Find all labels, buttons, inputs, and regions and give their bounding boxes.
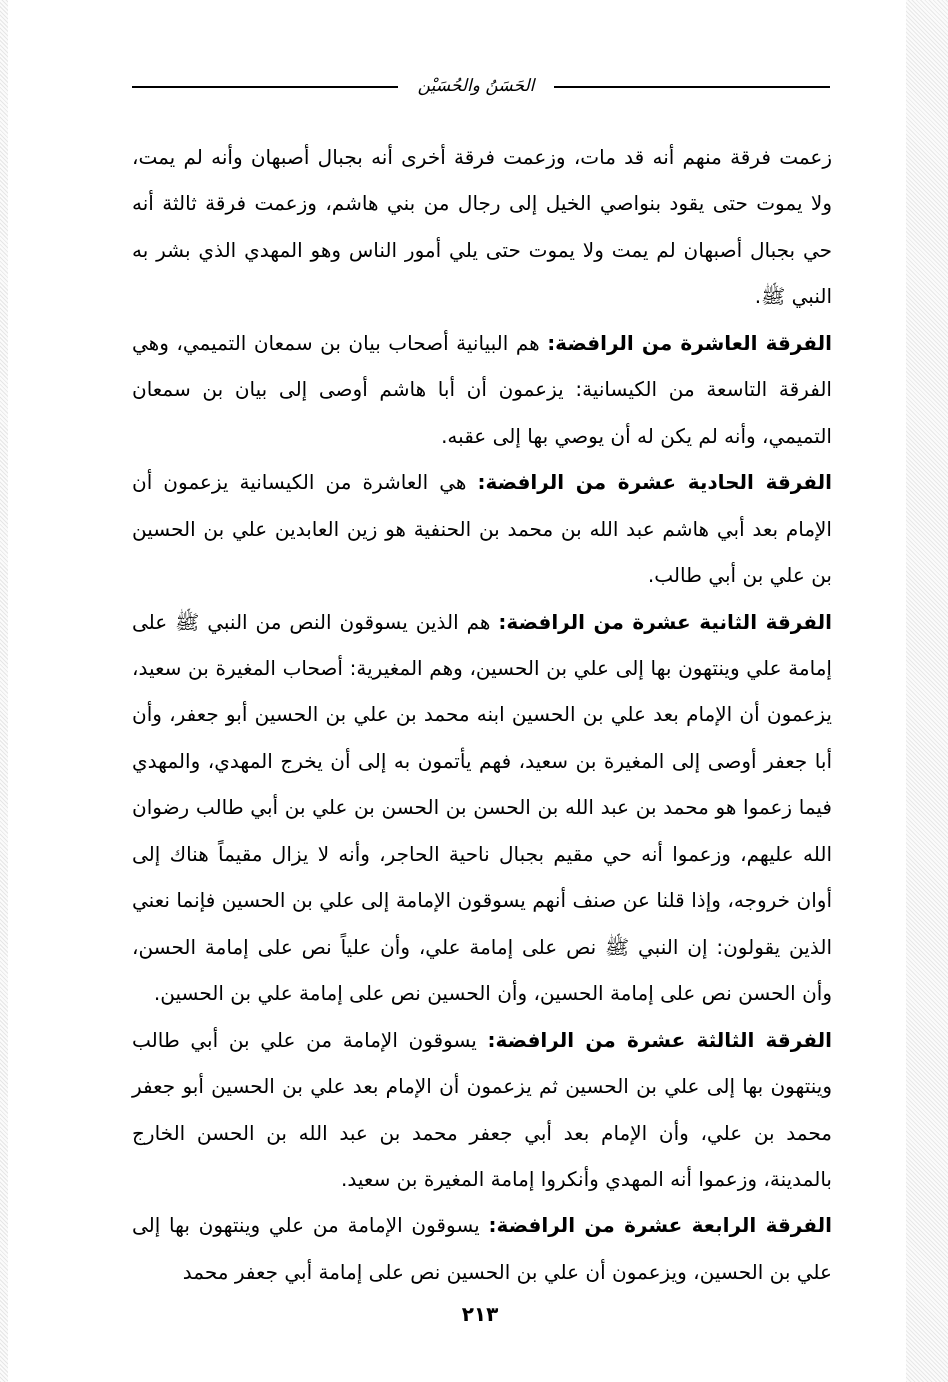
paragraph-heading: الفرقة الحادية عشرة من الرافضة: xyxy=(477,470,832,495)
header-rule-left xyxy=(132,86,398,88)
running-header xyxy=(132,66,830,106)
paragraph xyxy=(132,459,832,598)
paragraph-heading: الفرقة الرابعة عشرة من الرافضة: xyxy=(488,1213,832,1238)
paragraph-text: هي العاشرة من الكيسانية يزعمون أن الإمام بعد أبي هاشم عبد الله بن محمد بن الحنفية هو زين العابدين علي بن الحسين بن علي بن أبي طالب. xyxy=(132,470,832,588)
header-title: الحَسَنُ والحُسَيْن xyxy=(417,76,535,96)
page-edge-texture-left xyxy=(0,0,8,1382)
paragraph-text: يسوقون الإمامة من علي وينتهون بها إلى علي بن الحسين، ويزعمون أن علي بن الحسين نص على إمامة أبي جعفر محمد xyxy=(132,1213,832,1284)
paragraph-heading: الفرقة العاشرة من الرافضة: xyxy=(547,330,832,355)
paragraph-text: يسوقون الإمامة من علي بن أبي طالب وينتهون بها إلى علي بن الحسين ثم يزعمون أن الإمام بعد علي بن الحسين أبو جعفر محمد بن علي، وأن الإمام بعد أبي جعفر محمد بن عبد الله بن الحسن الخارج بالمدينة، وزعموا أنه المهدي وأنكروا إمامة المغيرة بن سعيد. xyxy=(132,1027,832,1191)
paragraph xyxy=(132,599,832,1017)
page-number: ٢١٣ xyxy=(461,1302,499,1326)
paragraph-text: هم الذين يسوقون النص من النبي ﷺ على إمامة علي وينتهون بها إلى علي بن الحسين، وهم المغيرية: أصحاب المغيرة بن سعيد، يزعمون أن الإمام بعد علي بن الحسين ابنه محمد بن علي بن الحسين أبو جعفر، وأن أبا جعفر أوصى إلى المغيرة بن سعيد، فهم يأتمون به إلى أن يخرج المهدي، والمهدي فيما زعموا هو محمد بن عبد الله بن الحسن بن الحسن بن علي بن أبي طالب رضوان الله عليهم، وزعموا أنه حي مقيم بجبال ناحية الحاجر، وأنه لا يزال مقيماً هناك إلى أوان خروجه، وإذا قلنا عن صنف أنهم يسوقون الإمامة إلى علي بن الحسين فإنما نعني الذين يقولون: إن النبي ﷺ نص على إمامة علي، وأن علياً نص على إمامة الحسن، وأن الحسن نص على إمامة الحسين، وأن الحسين نص على إمامة علي بن الحسين. xyxy=(132,609,832,1006)
paragraph-text: زعمت فرقة منهم أنه قد مات، وزعمت فرقة أخرى أنه بجبال أصبهان وأنه لم يمت، ولا يموت حتى يقود بنواصي الخيل إلى رجال من بني هاشم، وزعمت فرقة ثالثة أنه حي بجبال أصبهان لم يمت ولا يموت حتى يلي أمور الناس وهو المهدي الذي بشر به النبي ﷺ. xyxy=(132,145,832,309)
paragraph-text: هم البيانية أصحاب بيان بن سمعان التميمي، وهي الفرقة التاسعة من الكيسانية: يزعمون أن أبا هاشم أوصى إلى بيان بن سمعان التميمي، وأنه لم يكن له أن يوصي بها إلى عقبه. xyxy=(132,330,832,448)
header-rule-right xyxy=(554,86,830,88)
paragraph xyxy=(132,1017,832,1203)
paragraph xyxy=(132,134,832,320)
paragraph-heading: الفرقة الثانية عشرة من الرافضة: xyxy=(498,609,832,634)
page-edge-texture-right xyxy=(906,0,948,1382)
paragraph-heading: الفرقة الثالثة عشرة من الرافضة: xyxy=(487,1027,832,1052)
paragraph xyxy=(132,1202,832,1295)
body-text xyxy=(132,134,832,1295)
paragraph xyxy=(132,320,832,459)
